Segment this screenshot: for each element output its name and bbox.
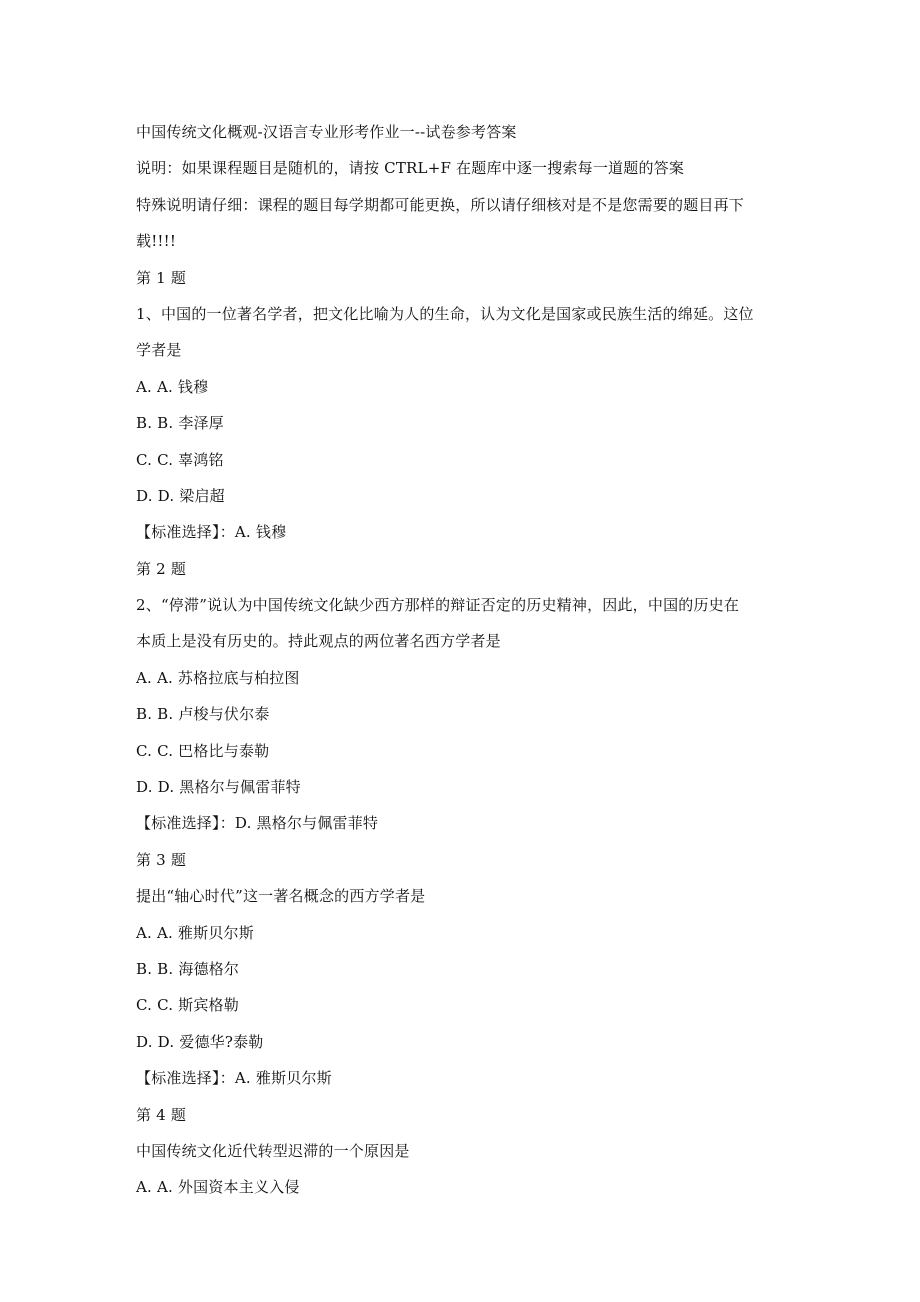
question-2-stem-line2: 本质上是没有历史的。持此观点的两位著名西方学者是	[136, 632, 501, 651]
question-1-answer: 【标准选择】：A. 钱穆	[136, 523, 287, 542]
question-3-answer: 【标准选择】：A. 雅斯贝尔斯	[136, 1069, 332, 1088]
question-3-heading: 第 3 题	[136, 850, 187, 869]
question-1-option-c: C. C. 辜鸿铭	[136, 450, 224, 469]
question-3-option-c: C. C. 斯宾格勒	[136, 996, 239, 1015]
question-2-option-a: A. A. 苏格拉底与柏拉图	[136, 668, 300, 687]
question-2-stem-line1: 2、“停滞”说认为中国传统文化缺少西方那样的辩证否定的历史精神，因此，中国的历史在	[136, 596, 740, 615]
question-1-heading: 第 1 题	[136, 268, 187, 287]
doc-note: 说明：如果课程题目是随机的，请按 CTRL+F 在题库中逐一搜索每一道题的答案	[136, 159, 685, 178]
question-2-option-d: D. D. 黑格尔与佩雷菲特	[136, 778, 301, 797]
question-3-option-a: A. A. 雅斯贝尔斯	[136, 923, 254, 942]
question-4-option-a: A. A. 外国资本主义入侵	[136, 1178, 300, 1197]
question-1-stem-line1: 1、中国的一位著名学者，把文化比喻为人的生命，认为文化是国家或民族生活的绵延。这位	[136, 304, 754, 323]
question-3-option-b: B. B. 海德格尔	[136, 959, 240, 978]
question-2-option-b: B. B. 卢梭与伏尔泰	[136, 705, 270, 724]
question-4-stem: 中国传统文化近代转型迟滞的一个原因是	[136, 1141, 410, 1160]
question-2-heading: 第 2 题	[136, 559, 187, 578]
document-page	[136, 114, 796, 1206]
question-1-stem-line2: 学者是	[136, 341, 182, 360]
doc-title: 中国传统文化概观-汉语言专业形考作业一--试卷参考答案	[136, 123, 517, 141]
question-2-answer: 【标准选择】：D. 黑格尔与佩雷菲特	[136, 814, 379, 833]
question-3-stem: 提出“轴心时代”这一著名概念的西方学者是	[136, 887, 426, 906]
question-1-option-d: D. D. 梁启超	[136, 486, 225, 505]
question-2-option-c: C. C. 巴格比与泰勒	[136, 741, 270, 760]
question-1-option-a: A. A. 钱穆	[136, 377, 209, 396]
special-note-line2: 载!!!!	[136, 232, 177, 251]
question-1-option-b: B. B. 李泽厚	[136, 414, 224, 433]
question-3-option-d: D. D. 爱德华?泰勒	[136, 1032, 264, 1051]
special-note-line1: 特殊说明请仔细：课程的题目每学期都可能更换，所以请仔细核对是不是您需要的题目再下	[136, 195, 745, 214]
question-4-heading: 第 4 题	[136, 1105, 187, 1124]
